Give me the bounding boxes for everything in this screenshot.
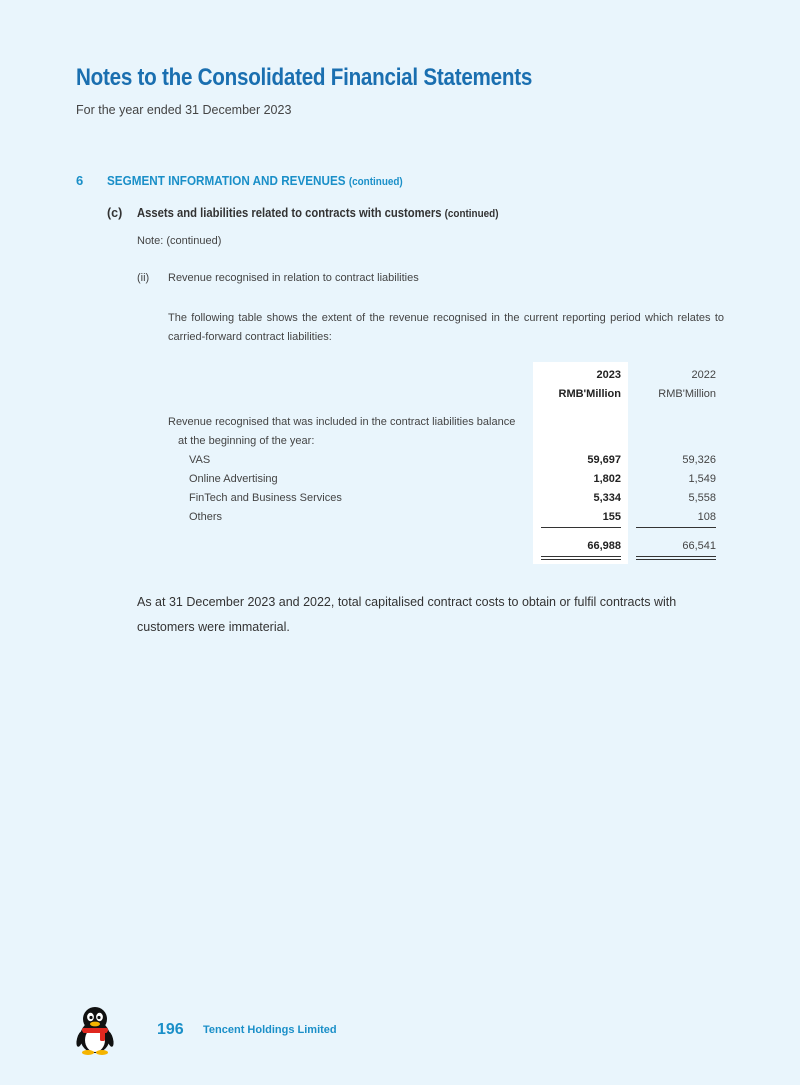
page-title: Notes to the Consolidated Financial Statements [76, 64, 533, 91]
total-2023: 66,988 [587, 540, 621, 552]
closing-paragraph: As at 31 December 2023 and 2022, total capitalised contract costs to obtain or fulfil contracts with customers were immaterial. [137, 595, 677, 634]
total-double-rule-2023-b [541, 559, 621, 560]
company-name: Tencent Holdings Limited [203, 1024, 337, 1036]
table-row-value-2022: 108 [697, 511, 716, 523]
table-row-label: FinTech and Business Services [189, 492, 342, 504]
unit-2022: RMB'Million [658, 388, 716, 400]
section-number: 6 [76, 173, 84, 188]
table-row-value-2023: 5,334 [593, 492, 621, 504]
header-2023: 2023 [596, 369, 621, 381]
item-label: (ii) [137, 272, 150, 284]
subsection-title-text: Assets and liabilities related to contracts with customers [137, 206, 442, 220]
total-2022: 66,541 [682, 540, 716, 552]
table-row-value-2022: 59,326 [682, 454, 716, 466]
table-row-value-2023: 59,697 [587, 454, 621, 466]
penguin-logo-icon [74, 1005, 116, 1060]
table-row-label: VAS [189, 454, 211, 466]
subtotal-rule-2023 [541, 527, 621, 528]
total-double-rule-2022-b [636, 559, 716, 560]
intro-paragraph: The following table shows the extent of the revenue recognised in the current reporting period which relates to carried-forward contract liabilities: [168, 312, 724, 343]
table-row-label: Others [189, 511, 223, 523]
subsection-label: (c) [107, 206, 123, 220]
note-label: Note: (continued) [137, 235, 222, 247]
subsection-continued: (continued) [444, 208, 499, 220]
table-row-value-2022: 1,549 [688, 473, 716, 485]
section-title-text: SEGMENT INFORMATION AND REVENUES [107, 173, 346, 188]
table-row-value-2023: 155 [602, 511, 621, 523]
section-title [107, 173, 403, 188]
unit-2023: RMB'Million [558, 388, 621, 400]
table-row-value-2022: 5,558 [688, 492, 716, 504]
page-number: 196 [157, 1021, 184, 1038]
item-title: Revenue recognised in relation to contract liabilities [168, 272, 419, 284]
subsection-title [137, 206, 499, 220]
table-intro-line-1: Revenue recognised that was included in the contract liabilities balance [168, 416, 516, 428]
section-continued: (continued) [348, 176, 403, 188]
total-double-rule-2022-a [636, 556, 716, 557]
subtotal-rule-2022 [636, 527, 716, 528]
total-double-rule-2023-a [541, 556, 621, 557]
table-row-value-2023: 1,802 [593, 473, 621, 485]
table-intro-line-2: at the beginning of the year: [178, 435, 315, 447]
table-row-label: Online Advertising [189, 473, 278, 485]
header-2022: 2022 [691, 369, 716, 381]
page-subtitle: For the year ended 31 December 2023 [76, 103, 292, 117]
